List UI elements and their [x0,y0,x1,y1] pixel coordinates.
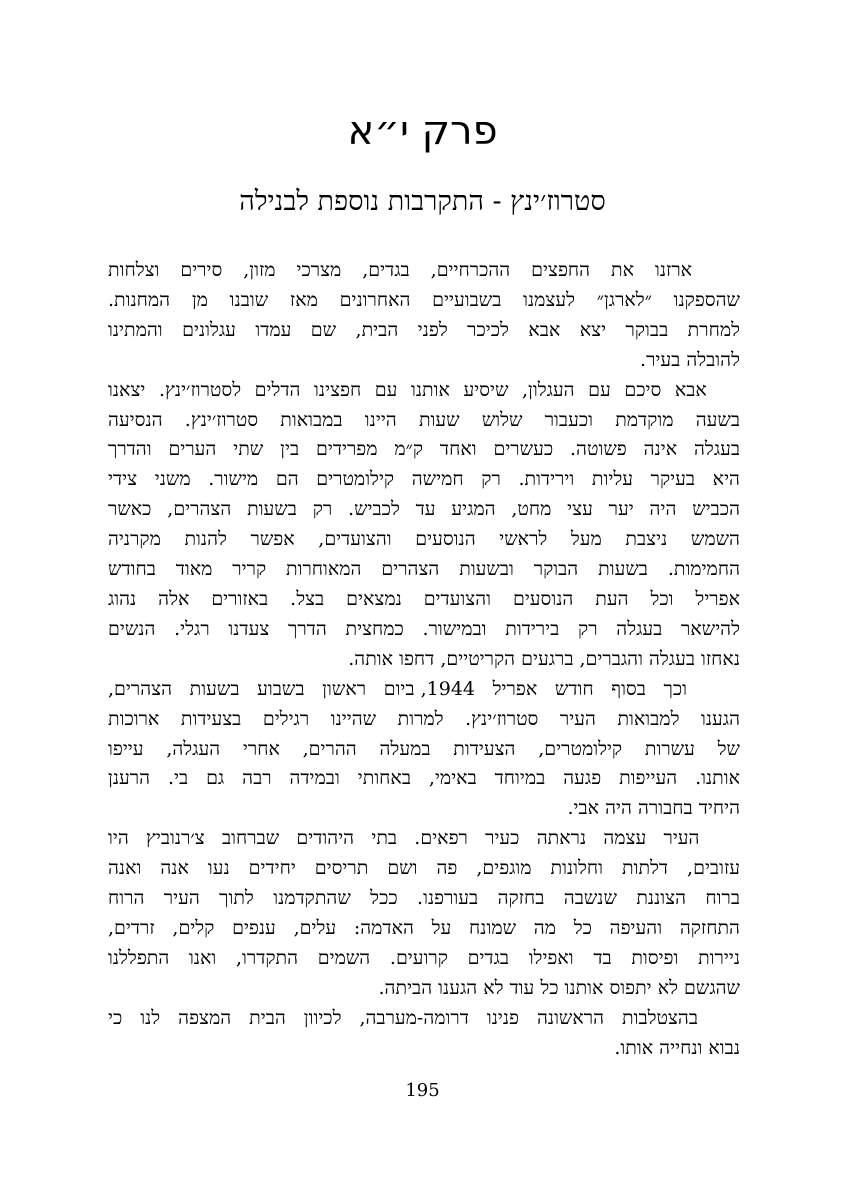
text-line: התחזקה והעיפה כל מה שמונח על האדמה: עלים, ענפים קלים, זרדים, [108,916,740,939]
paragraph [108,824,740,1003]
text-line: אפריל וכל העת הנוסעים והצועדים נמצאים בצל. באזורים אלה נהוג [108,587,740,610]
text-line: שהגשם לא יתפוס אותנו כל עוד לא הגענו הביתה. [378,976,740,999]
text-line: נאחזו בעגלה והגברים, ברגעים הקריטיים, דחפו אותה. [348,647,740,670]
text-line: בהצטלבות הראשונה פנינו דרומה-מערבה, לכיוון הבית המצפה לנו כי [108,1006,740,1029]
paragraph [108,376,740,675]
text-line: הכביש היה יער עצי מחט, המגיע עד לכביש. רק בשעות הצהרים, כאשר [108,498,740,521]
paragraph [108,675,740,825]
page-number: 195 [405,1080,440,1101]
text-line: למחרת בבוקר יצא אבא לכיכר לפני הבית, שם עמדו עגלונים והמתינו [108,318,740,341]
text-line: השמש ניצבת מעל לראשי הנוסעים והצועדים, אפשר להנות מקרניה [108,528,740,551]
text-line: בשעה מוקדמת וכעבור שלוש שעות היינו במבואות סטרוז׳ינץ. הנסיעה [108,408,740,431]
text-line: אבא סיכם עם העגלון, שיסיע אותנו עם חפצינו הדלים לסטרוז׳ינץ. יצאנו [108,378,740,401]
text-line: היחיד בחבורה היה אבי. [567,797,740,820]
text-line: היא בעיקר עליות וירידות. רק חמישה קילומטרים הם מישור. משני צידי [108,468,740,491]
text-line: להובלה בעיר. [640,348,740,371]
text-line: נבוא ונחייה אותו. [614,1036,740,1059]
text-line: הגענו למבואות העיר סטרוז׳ינץ. למרות שהיינו רגילים בצעידות ארוכות [108,707,740,730]
text-line: ארזנו את החפצים ההכרחיים, בגדים, מצרכי מזון, סירים וצלחות [108,259,740,281]
chapter-title: פרק י״א [347,108,498,154]
body-text [108,256,740,1063]
chapter-subtitle: סטרוז׳ינץ - התקרבות נוספת לבנילה [239,186,606,217]
text-line: העיר עצמה נראתה כעיר רפאים. בתי היהודים שברחוב צ׳רנוביץ היו [108,827,740,850]
text-line: וכך בסוף חודש אפריל 1944, ביום ראשון בשבוע בשעות הצהרים, [108,677,740,700]
text-line: ברוח הצוננת שנשבה בחזקה בעורפנו. ככל שהתקדמנו לתוך העיר הרוח [108,887,740,910]
paragraph [108,1004,740,1064]
text-line: החמימות. בשעות הבוקר ובשעות הצהרים המאוחרות קריר מאוד בחודש [108,558,740,581]
text-line: עזובים, דלתות וחלונות מוגפים, פה ושם תריסים יחידים נעו אנה ואנה [108,857,740,880]
text-line: של עשרות קילומטרים, הצעידות במעלה ההרים, אחרי העגלה, עייפו [108,737,740,760]
text-line: בעגלה אינה פשוטה. כעשרים ואחד ק״מ מפרידים בין שתי הערים והדרך [108,438,740,461]
paragraph [108,256,740,376]
text-line: להישאר בעגלה רק בירידות ובמישור. כמחצית הדרך צעדנו רגלי. הנשים [108,617,740,640]
text-line: שהספקנו ״לארגן״ לעצמנו בשבועיים האחרונים מאז שובנו מן המחנות. [108,288,740,311]
text-line: ניירות ופיסות בד ואפילו בגדים קרועים. השמים התקדרו, ואנו התפללנו [108,946,740,969]
text-line: אותנו. העייפות פגעה במיוחד באימי, באחותי ובמידה רבה גם בי. הרענן [108,767,740,790]
